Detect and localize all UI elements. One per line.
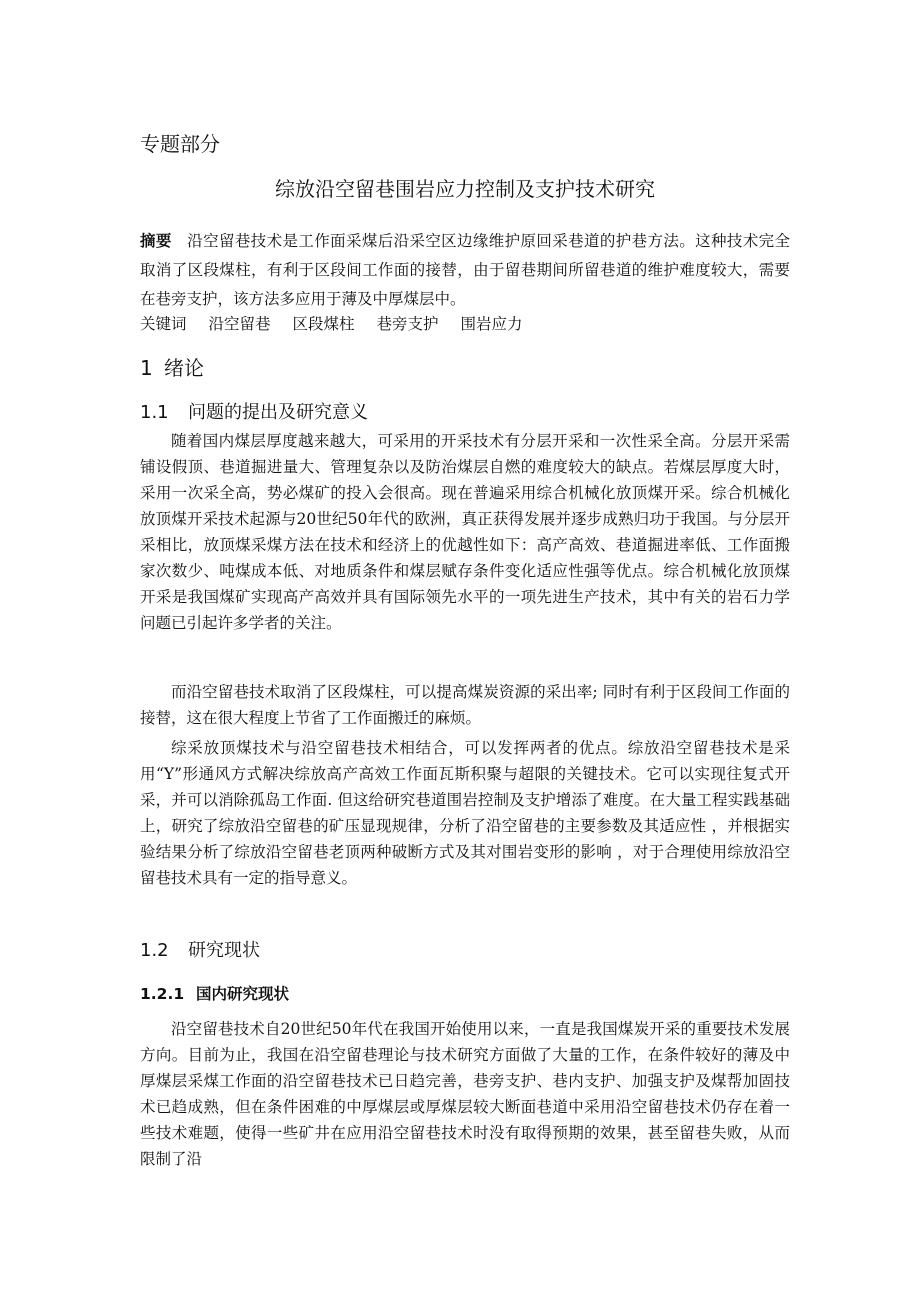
paragraph: 随着国内煤层厚度越来越大，可采用的开采技术有分层开采和一次性采全高。分层开采需铺设假顶、巷道掘进量大、管理复杂以及防治煤层自燃的难度较大的缺点。若煤层厚度大时，采用一次采全高，势必煤矿的投入会很高。现在普遍采用综合机械化放顶煤开采。综合机械化放顶煤开采技术起源与20世纪50年代的欧洲，真正获得发展并逐步成熟归功于我国。与分层开采相比，放顶煤采煤方法在技术和经济上的优越性如下：高产高效、巷道掘进率低、工作面搬家次数少、吨煤成本低、对地质条件和煤层赋存条件变化适应性强等优点。综合机械化放顶煤开采是我国煤矿实现高产高效并具有国际领先水平的一项先进生产技术，其中有关的岩石力学问题已引起许多学者的关注。 bbox=[140, 432, 790, 632]
keyword: 沿空留巷 bbox=[208, 315, 271, 333]
heading-number: 1.1 bbox=[140, 402, 169, 423]
section-label: 专题部分 bbox=[140, 132, 220, 156]
keyword: 区段煤柱 bbox=[292, 315, 355, 333]
heading-text: 研究现状 bbox=[188, 940, 260, 961]
keywords bbox=[140, 311, 790, 338]
abstract-label: 摘要 bbox=[140, 232, 172, 250]
heading-text: 问题的提出及研究意义 bbox=[188, 402, 368, 423]
heading-1-introduction bbox=[140, 353, 790, 383]
heading-1-2 bbox=[140, 937, 790, 965]
keyword: 围岩应力 bbox=[460, 315, 523, 333]
document-title: 综放沿空留巷围岩应力控制及支护技术研究 bbox=[275, 177, 655, 201]
paragraph: 沿空留巷技术自20世纪50年代在我国开始使用以来，一直是我国煤炭开采的重要技术发展方向。目前为止，我国在沿空留巷理论与技术研究方面做了大量的工作，在条件较好的薄及中厚煤层采煤工作面的沿空留巷技术已日趋完善，巷旁支护、巷内支护、加强支护及煤帮加固技术已趋成熟，但在条件困难的中厚煤层或厚煤层较大断面巷道中采用沿空留巷技术仍存在着一些技术难题，使得一些矿井在应用沿空留巷技术时没有取得预期的效果，甚至留巷失败，从而限制了沿 bbox=[140, 1020, 790, 1168]
keywords-label: 关键词 bbox=[140, 315, 187, 333]
heading-1-2-1 bbox=[140, 981, 790, 1007]
abstract bbox=[140, 227, 790, 314]
heading-text: 国内研究现状 bbox=[196, 985, 290, 1003]
heading-number: 1.2 bbox=[140, 940, 169, 961]
heading-number: 1.2.1 bbox=[140, 985, 185, 1003]
paragraph: 而沿空留巷技术取消了区段煤柱，可以提高煤炭资源的采出率; 同时有利于区段间工作面的接替，这在很大程度上节省了工作面搬迁的麻烦。 bbox=[140, 683, 790, 727]
heading-1-1 bbox=[140, 399, 790, 427]
heading-text: 绪论 bbox=[164, 356, 204, 380]
abstract-text: 沿空留巷技术是工作面采煤后沿采空区边缘维护原回采巷道的护巷方法。这种技术完全取消了区段煤柱，有利于区段间工作面的接替，由于留巷期间所留巷道的维护难度较大，需要在巷旁支护，该方法多应用于薄及中厚煤层中。 bbox=[140, 232, 790, 308]
paragraph: 综采放顶煤技术与沿空留巷技术相结合，可以发挥两者的优点。综放沿空留巷技术是采用“Y”形通风方式解决综放高产高效工作面瓦斯积聚与超限的关键技术。它可以实现往复式开采，并可以消除孤岛工作面. 但这给研究巷道围岩控制及支护增添了难度。在大量工程实践基础上，研究了综放沿空留巷的矿压显现规律，分析了沿空留巷的主要参数及其适应性 ，并根据实验结果分析了综放沿空留巷老顶两种破断方式及其对围岩变形的影响 ，对于合理使用综放沿空留巷技术具有一定的指导意义。 bbox=[140, 739, 790, 887]
keyword: 巷旁支护 bbox=[376, 315, 439, 333]
heading-number: 1 bbox=[140, 356, 153, 380]
